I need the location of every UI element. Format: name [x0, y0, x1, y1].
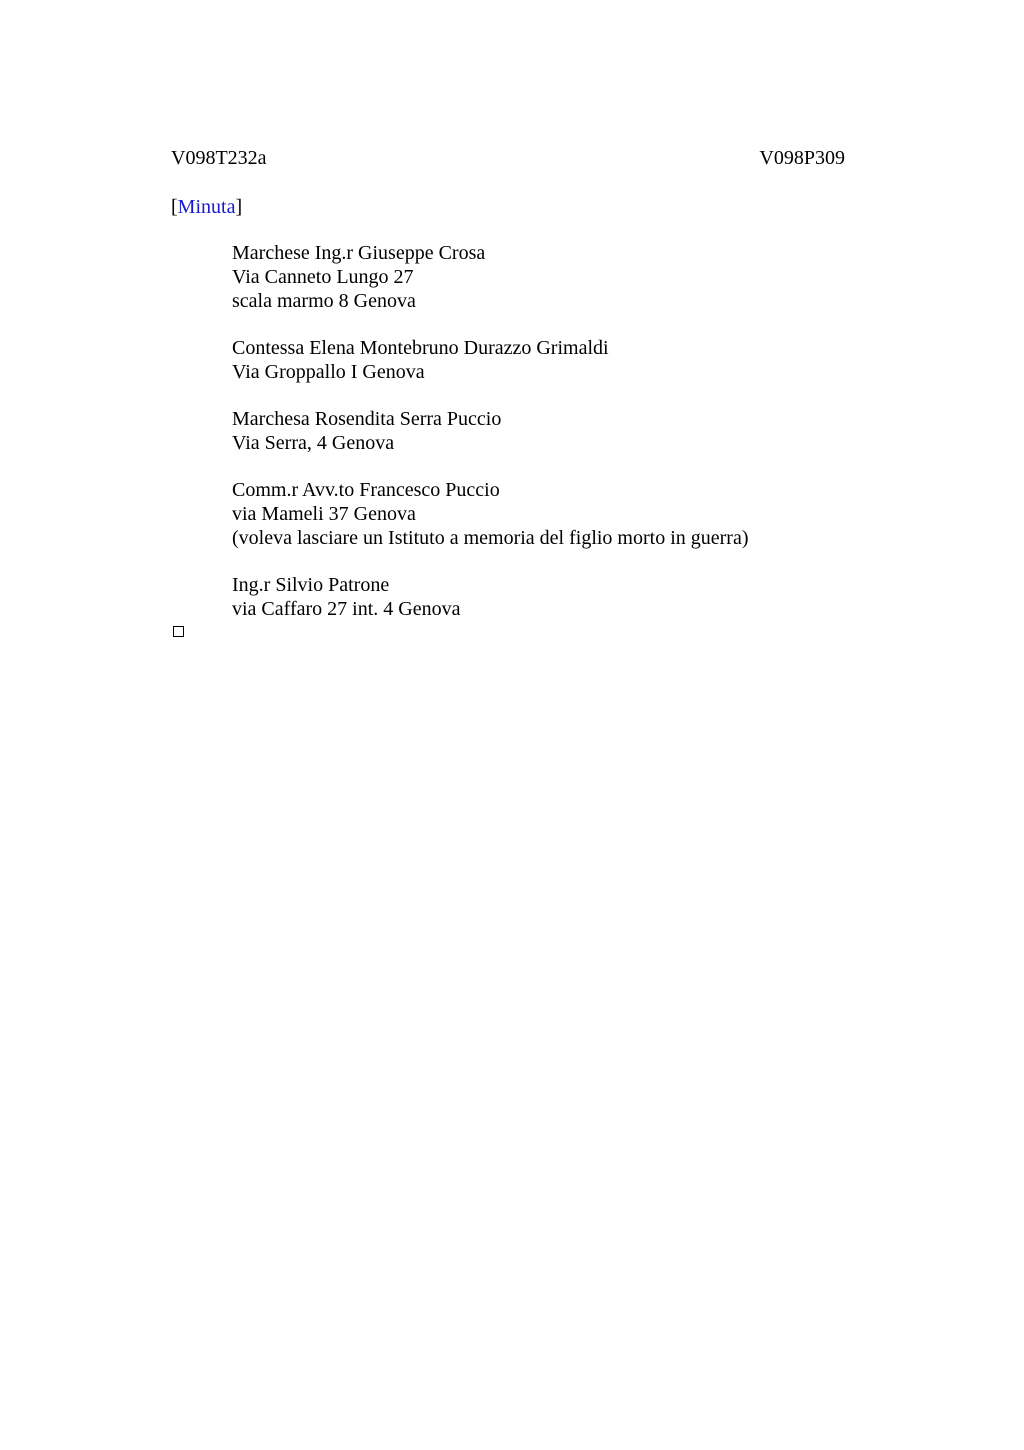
address-line: Via Serra, 4 Genova [232, 432, 395, 454]
address-line: Ing.r Silvio Patrone [232, 574, 390, 596]
address-line: Via Canneto Lungo 27 [232, 266, 414, 288]
address-block [232, 241, 932, 313]
address-line: via Caffaro 27 int. 4 Genova [232, 598, 461, 620]
address-line: scala marmo 8 Genova [232, 290, 416, 312]
address-line: via Mameli 37 Genova [232, 503, 416, 525]
address-line: Comm.r Avv.to Francesco Puccio [232, 479, 500, 501]
empty-square-icon [173, 626, 184, 637]
address-line: Contessa Elena Montebruno Durazzo Grimaldi [232, 337, 609, 359]
address-block [232, 573, 932, 621]
document-id-left: V098T232a [171, 147, 267, 169]
address-block [232, 407, 932, 455]
document-id-right: V098P309 [759, 147, 845, 169]
address-block [232, 336, 932, 384]
address-line: Marchese Ing.r Giuseppe Crosa [232, 242, 486, 264]
address-block [232, 478, 932, 550]
open-bracket: [ [171, 196, 178, 218]
address-line: Via Groppallo I Genova [232, 361, 425, 383]
close-bracket: ] [235, 196, 243, 218]
address-list [232, 241, 932, 644]
minuta-label [171, 194, 242, 220]
document-header [171, 145, 845, 171]
address-line: Marchesa Rosendita Serra Puccio [232, 408, 502, 430]
address-line: (voleva lasciare un Istituto a memoria del figlio morto in guerra) [232, 527, 749, 549]
minuta-link[interactable]: Minuta [177, 196, 236, 218]
